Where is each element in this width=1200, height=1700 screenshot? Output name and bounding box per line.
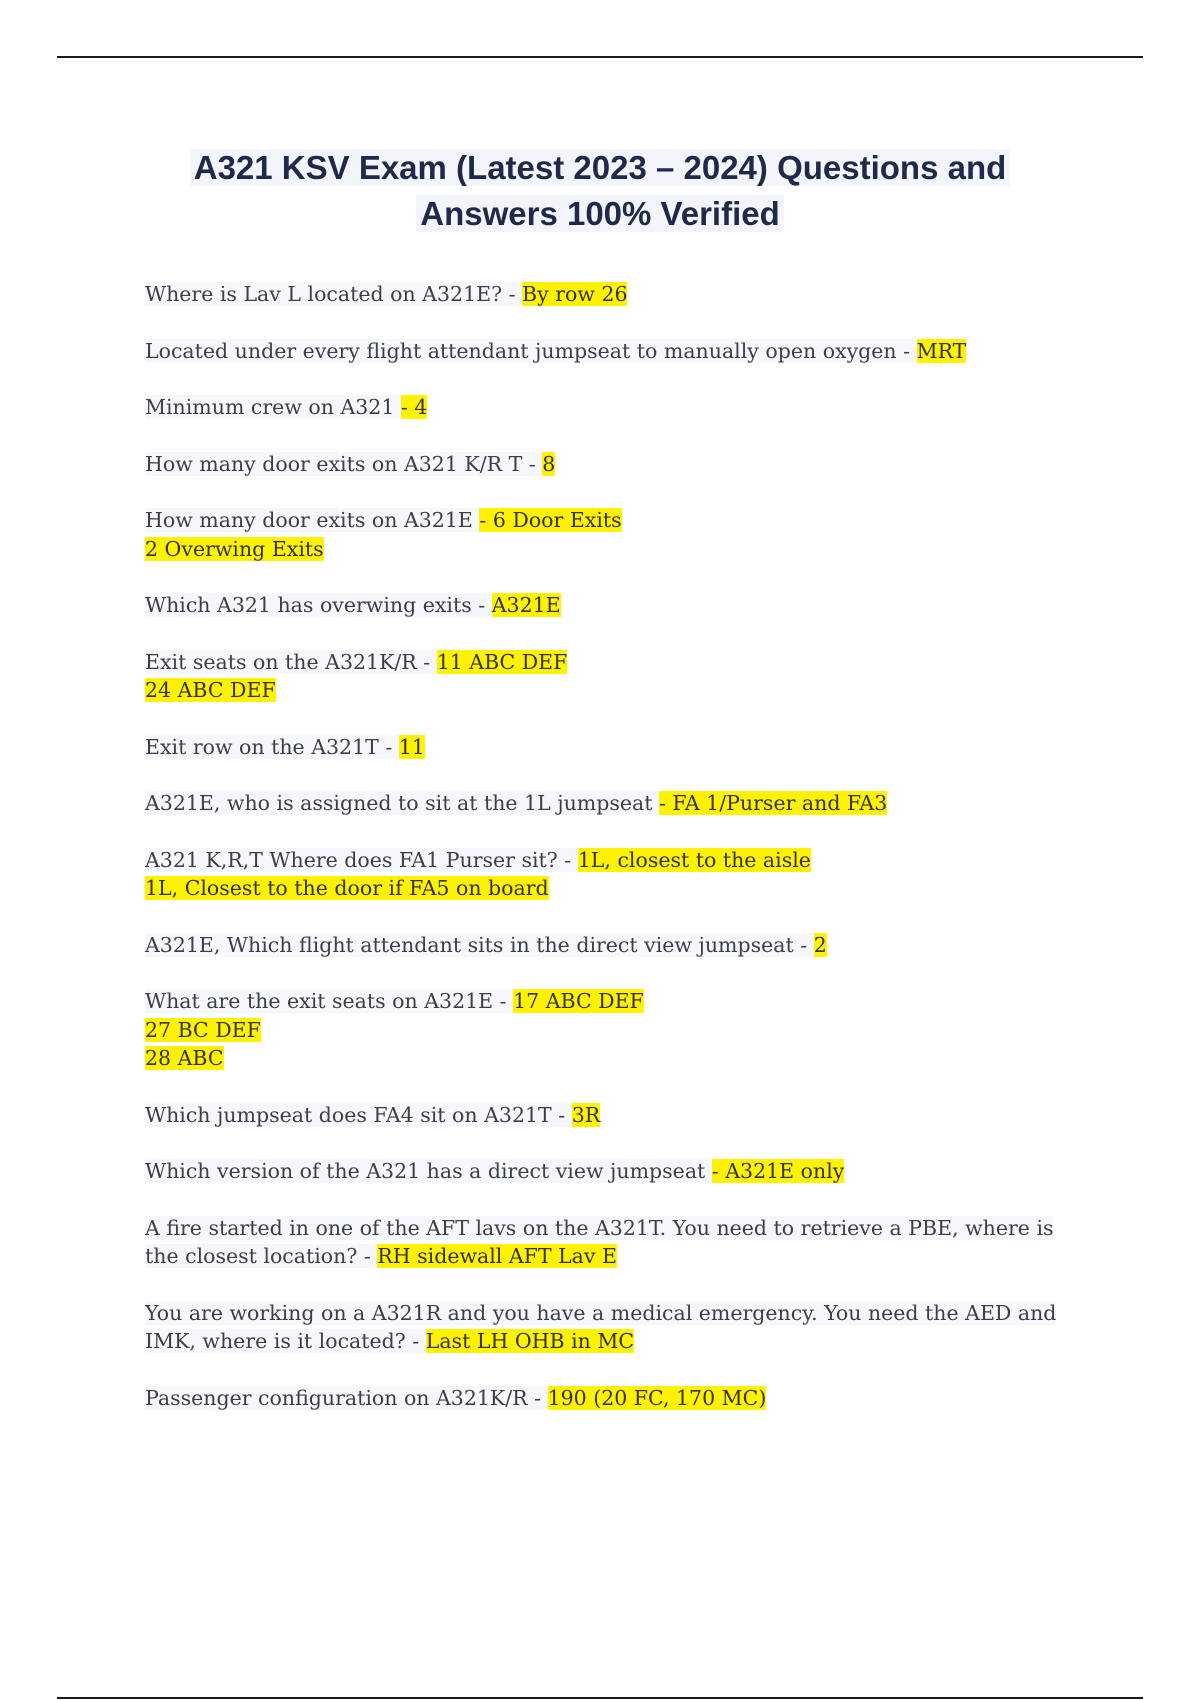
- question-text: Located under every flight attendant jumpseat to manually open oxygen -: [145, 338, 917, 363]
- question-text: What are the exit seats on A321E -: [145, 989, 514, 1013]
- answer-text: - FA 1/Purser and FA3: [658, 791, 888, 815]
- answer-text: - 6 Door Exits: [479, 508, 622, 532]
- question-text: Minimum crew on A321: [145, 395, 401, 419]
- qa-item: [145, 931, 1085, 960]
- qa-item: [145, 1384, 1085, 1413]
- question-text: Exit row on the A321T -: [145, 734, 399, 759]
- answer-text: A321E: [491, 593, 561, 617]
- qa-item: [145, 591, 1085, 620]
- title-line-1: A321 KSV Exam (Latest 2023 – 2024) Questions and: [190, 149, 1011, 186]
- answer-text: 1L, Closest to the door if FA5 on board: [145, 876, 549, 900]
- question-text: How many door exits on A321 K/R T -: [145, 451, 543, 476]
- answer-text: - 4: [400, 395, 428, 419]
- top-rule: [57, 56, 1143, 58]
- question-text: A321E, who is assigned to sit at the 1L jumpseat: [145, 791, 659, 815]
- question-text: A fire started in one of the AFT lavs on the A321T. You need to retrieve a PBE, where is the closest location? -: [145, 1215, 1054, 1268]
- question-text: Exit seats on the A321K/R -: [145, 649, 437, 674]
- answer-text: 27 BC DEF: [145, 1017, 261, 1042]
- question-text: A321E, Which flight attendant sits in the direct view jumpseat -: [145, 932, 814, 957]
- answer-text: 24 ABC DEF: [145, 678, 276, 702]
- answer-text: 17 ABC DEF: [513, 989, 644, 1013]
- qa-item: [145, 648, 1085, 705]
- question-text: Which version of the A321 has a direct view jumpseat: [145, 1159, 712, 1183]
- answer-text: - A321E only: [711, 1159, 845, 1183]
- qa-item: [145, 506, 1085, 563]
- question-text: Which A321 has overwing exits -: [145, 593, 492, 617]
- title-line-2: Answers 100% Verified: [416, 195, 784, 232]
- qa-list: [145, 280, 1085, 1440]
- question-text: You are working on a A321R and you have a medical emergency. You need the AED and IMK, where is it located? -: [145, 1300, 1057, 1353]
- qa-item: [145, 733, 1085, 762]
- answer-text: 2: [813, 932, 827, 957]
- qa-item: [145, 789, 1085, 818]
- qa-item: [145, 280, 1085, 309]
- question-text: How many door exits on A321E: [145, 508, 480, 532]
- answer-text: 28 ABC: [145, 1046, 224, 1070]
- question-text: A321 K,R,T Where does FA1 Purser sit? -: [145, 847, 578, 872]
- qa-item: [145, 1157, 1085, 1186]
- qa-item: [145, 450, 1085, 479]
- answer-text: 11: [398, 734, 425, 759]
- document-title: [0, 145, 1200, 237]
- answer-text: 8: [542, 451, 556, 476]
- answer-text: 11 ABC DEF: [436, 649, 568, 674]
- qa-item: [145, 1214, 1085, 1271]
- qa-item: [145, 1101, 1085, 1130]
- answer-text: 2 Overwing Exits: [145, 536, 324, 561]
- question-text: Which jumpseat does FA4 sit on A321T -: [145, 1102, 572, 1127]
- qa-item: [145, 393, 1085, 422]
- bottom-rule: [57, 1697, 1143, 1699]
- answer-text: MRT: [916, 338, 967, 363]
- answer-text: Last LH OHB in MC: [425, 1329, 635, 1353]
- qa-item: [145, 1299, 1085, 1356]
- qa-item: [145, 846, 1085, 903]
- qa-item: [145, 987, 1085, 1073]
- answer-text: 190 (20 FC, 170 MC): [547, 1385, 767, 1410]
- question-text: Passenger configuration on A321K/R -: [145, 1385, 548, 1410]
- qa-item: [145, 337, 1085, 366]
- question-text: Where is Lav L located on A321E? -: [145, 282, 523, 306]
- answer-text: By row 26: [522, 282, 628, 306]
- answer-text: 1L, closest to the aisle: [577, 847, 811, 872]
- answer-text: RH sidewall AFT Lav E: [377, 1244, 617, 1268]
- answer-text: 3R: [571, 1102, 601, 1127]
